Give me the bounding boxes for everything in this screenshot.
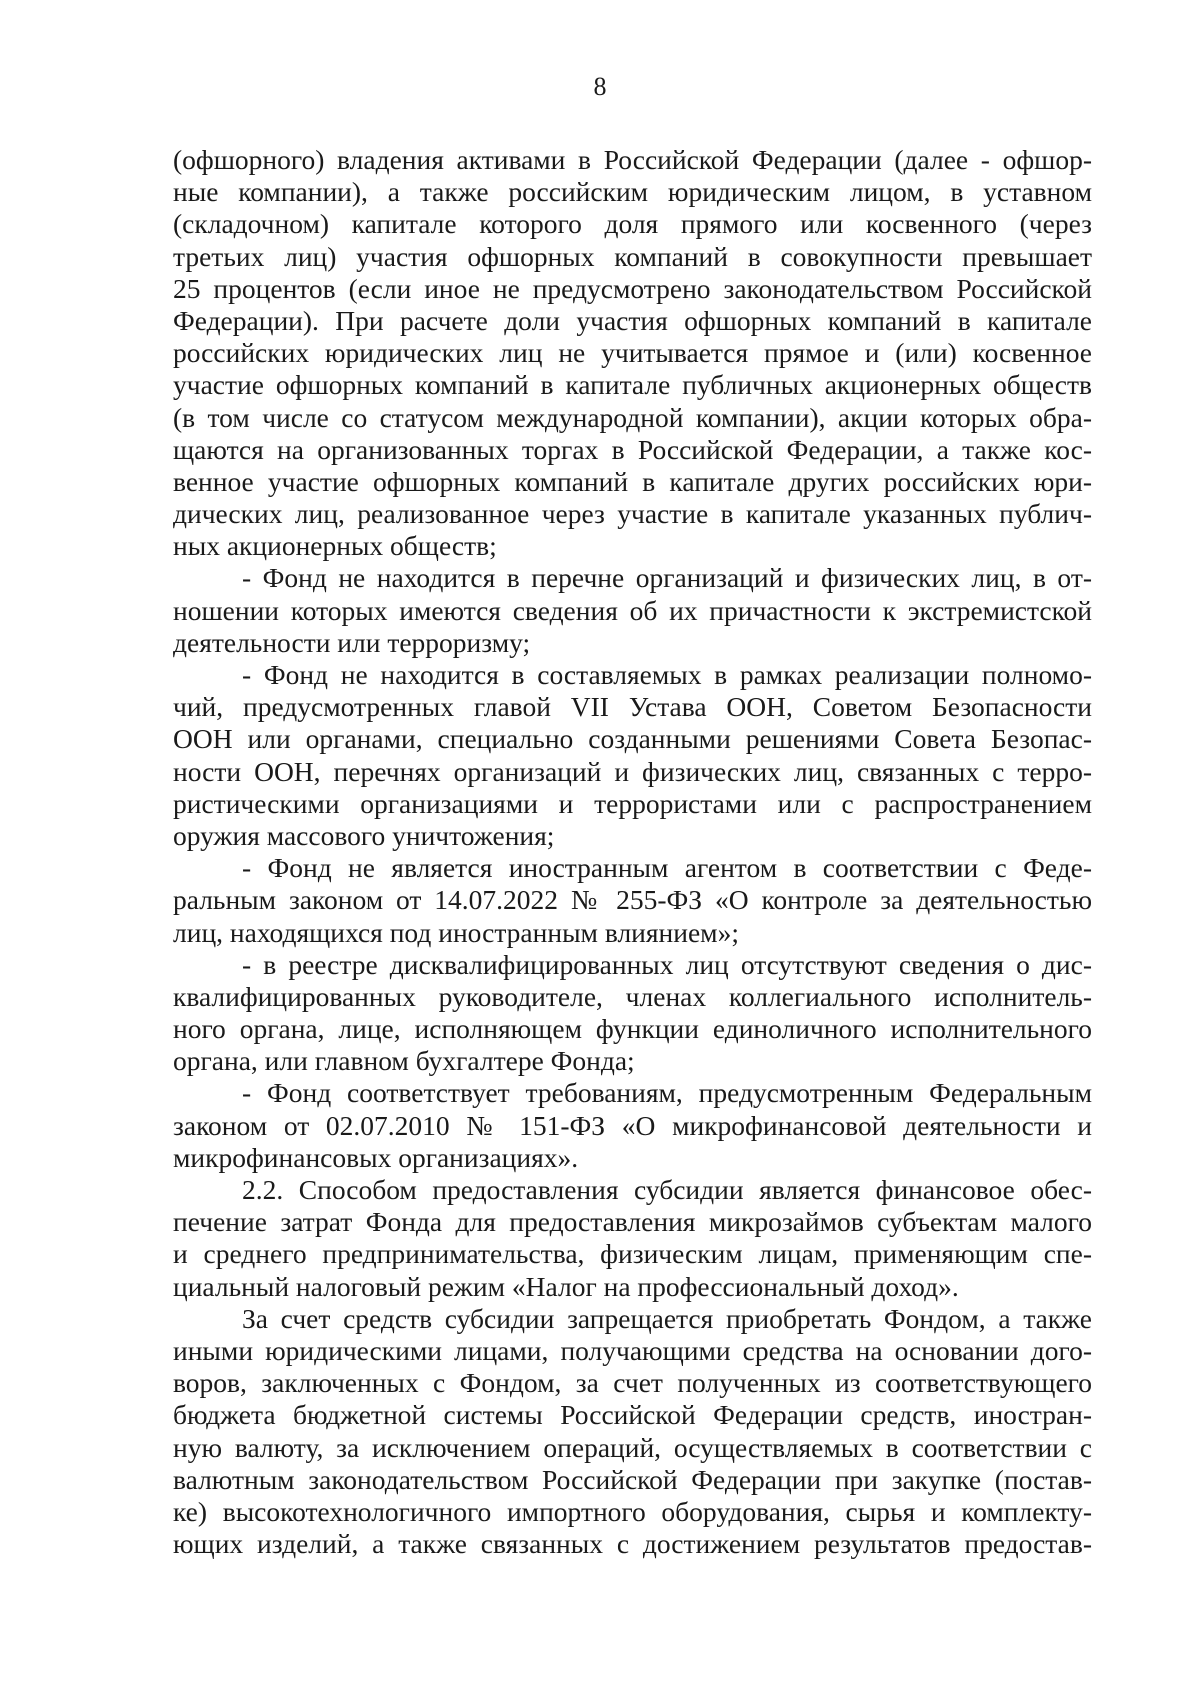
paragraph [173,1077,1092,1174]
text-line: (офшорного) владения активами в Российской Федерации (далее - офшор- [173,144,1092,175]
text-line: иными юридическими лицами, получающими средства на основании дого- [173,1334,1092,1366]
text-line: - в реестре дисквалифицированных лиц отсутствуют сведения о дис- [242,948,1092,980]
text-line: (в том числе со статусом международной компании), акции которых обра- [173,401,1092,433]
text-line: венное участие офшорных компаний в капитале других российских юри- [173,465,1092,497]
text-line: ральным законом от 14.07.2022 № 255-ФЗ «О контроле за деятельностью [173,884,1092,916]
text-line: третьих лиц) участия офшорных компаний в совокупности превышает [173,240,1092,272]
text-line: - Фонд соответствует требованиям, предусмотренным Федеральным [242,1077,1092,1109]
text-line: (складочном) капитале которого доля прямого или косвенного (через [173,208,1092,240]
paragraph [173,852,1092,949]
paragraph [173,1174,1092,1303]
text-line: - Фонд не является иностранным агентом в соответствии с Феде- [242,852,1092,884]
text-line: - Фонд не находится в перечне организаций и физических лиц, в от- [242,562,1092,594]
text-line: дических лиц, реализованное через участие в капитале указанных публич- [173,498,1092,530]
text-line: воров, заключенных с Фондом, за счет полученных из соответствующего [173,1367,1092,1399]
text-line: законом от 02.07.2010 № 151-ФЗ «О микрофинансовой деятельности и [173,1109,1092,1141]
text-line: ного органа, лице, исполняющем функции единоличного исполнительного [173,1013,1092,1045]
text-line: и среднего предпринимательства, физическим лицам, применяющим спе- [173,1238,1092,1270]
text-line: ную валюту, за исключением операций, осуществляемых в соответствии с [173,1431,1092,1463]
text-line: деятельности или терроризму; [173,626,531,658]
text-line: бюджета бюджетной системы Российской Федерации средств, иностран- [173,1399,1092,1431]
paragraph [173,562,1092,659]
text-line: ООН или органами, специально созданными решениями Совета Безопас- [173,723,1092,755]
text-line: 2.2. Способом предоставления субсидии является финансовое обес- [242,1174,1092,1205]
text-line: циальный налоговый режим «Налог на профессиональный доход». [173,1270,959,1302]
text-line: ные компании), а также российским юридическим лицом, в уставном [173,176,1092,208]
text-line: ношении которых имеются сведения об их причастности к экстремистской [173,594,1092,626]
paragraph [173,949,1092,1078]
paragraph [173,1303,1092,1561]
text-line: валютным законодательством Российской Федерации при закупке (постав- [173,1463,1092,1495]
paragraph [173,659,1092,852]
text-line: участие офшорных компаний в капитале публичных акционерных обществ [173,369,1092,401]
text-line: чий, предусмотренных главой VII Устава ООН, Советом Безопасности [173,691,1092,723]
text-line: щаются на организованных торгах в Российской Федерации, а также кос- [173,433,1092,465]
text-line: печение затрат Фонда для предоставления микрозаймов субъектам малого [173,1206,1092,1238]
paragraph [173,144,1092,562]
text-line: органа, или главном бухгалтере Фонда; [173,1045,635,1077]
text-line: ных акционерных обществ; [173,530,497,562]
text-line: За счет средств субсидии запрещается приобретать Фондом, а также [242,1302,1092,1334]
text-line: - Фонд не находится в составляемых в рамках реализации полномо- [242,659,1092,690]
text-line: ности ООН, перечнях организаций и физических лиц, связанных с терро- [173,755,1092,787]
document-body [173,144,1092,1560]
text-line: микрофинансовых организациях». [173,1141,579,1173]
text-line: 25 процентов (если иное не предусмотрено законодательством Российской [173,272,1092,304]
text-line: ющих изделий, а также связанных с достижением результатов предостав- [173,1528,1092,1560]
text-line: ке) высокотехнологичного импортного оборудования, сырья и комплекту- [173,1495,1092,1527]
text-line: лиц, находящихся под иностранным влиянием»; [173,916,739,948]
text-line: оружия массового уничтожения; [173,819,555,851]
page-number: 8 [593,72,607,101]
text-line: ристическими организациями и террористами или с распространением [173,787,1092,819]
text-line: квалифицированных руководителе, членах коллегиального исполнитель- [173,980,1092,1012]
text-line: Федерации). При расчете доли участия офшорных компаний в капитале [173,304,1092,336]
text-line: российских юридических лиц не учитывается прямое и (или) косвенное [173,337,1092,369]
